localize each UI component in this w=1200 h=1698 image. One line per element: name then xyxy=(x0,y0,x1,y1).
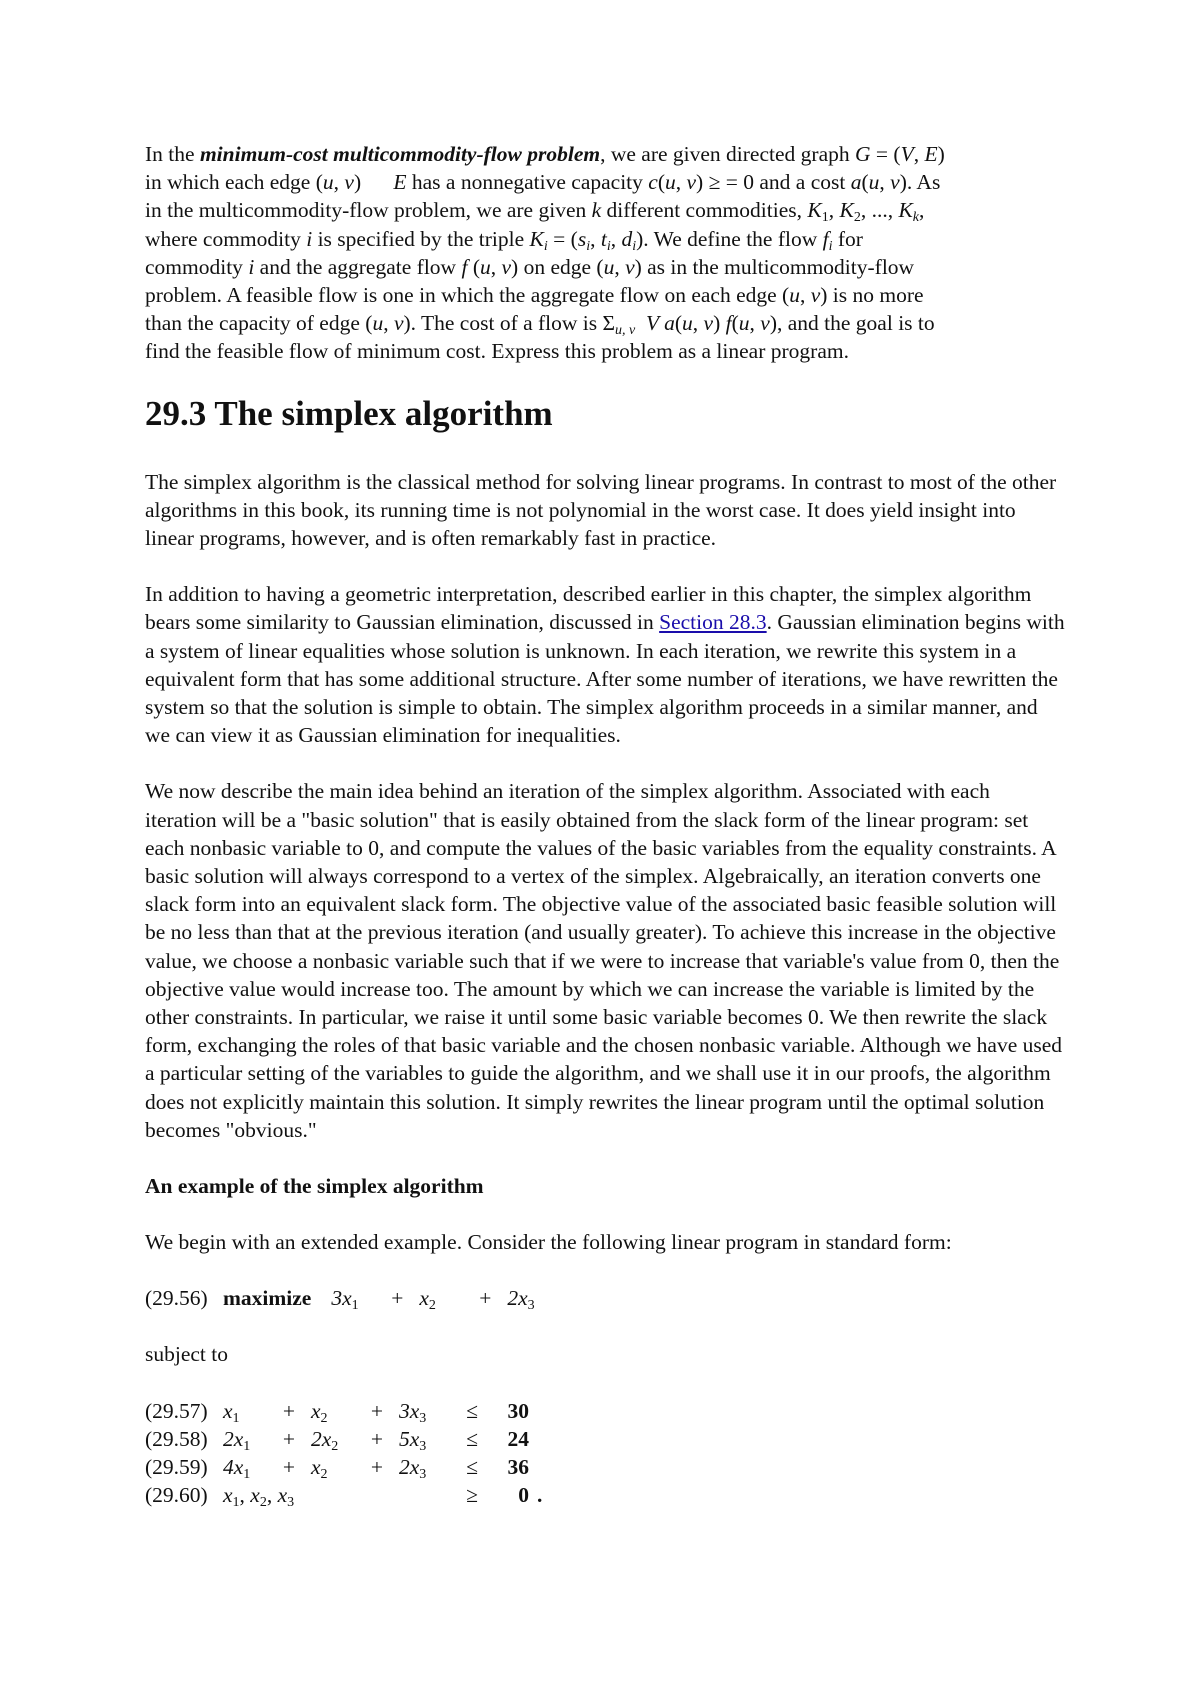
text: is specified by the triple xyxy=(312,226,530,251)
rhs-value: 36 xyxy=(507,1455,529,1480)
text: , xyxy=(590,226,601,251)
subscript: i xyxy=(543,238,548,254)
math-var: E xyxy=(393,170,407,195)
text: , xyxy=(692,311,704,336)
math-var: E xyxy=(924,142,938,166)
operator: + xyxy=(370,1455,384,1480)
rhs-value: 0 xyxy=(518,1483,529,1508)
math-var: u xyxy=(372,311,384,336)
text: , ..., xyxy=(860,198,899,223)
math-var: i xyxy=(306,226,313,251)
text: , xyxy=(333,170,345,195)
text: has a nonnegative capacity xyxy=(406,170,649,195)
text: for xyxy=(832,226,863,251)
math-var: K xyxy=(898,198,913,223)
operator: + xyxy=(282,1426,296,1451)
text: , xyxy=(610,226,622,251)
math-var: K xyxy=(807,198,822,223)
rhs-value: 30 xyxy=(507,1398,529,1423)
subscript: 2 xyxy=(853,210,861,226)
operator: + xyxy=(282,1398,296,1423)
relation: ≥ xyxy=(466,1483,478,1508)
equation-number: (29.60) xyxy=(145,1483,208,1508)
math-var: u xyxy=(322,170,334,195)
subscript: i xyxy=(606,238,611,254)
math-var: V xyxy=(635,311,665,336)
text: = ( xyxy=(547,226,578,251)
paragraph: We begin with an extended example. Consider the following linear program in standard form: xyxy=(145,1230,952,1255)
term: $2x_1$ xyxy=(223,1426,251,1454)
text: ), and the goal is to xyxy=(769,311,935,336)
equation-objective xyxy=(145,1284,1065,1312)
rhs-value: 24 xyxy=(507,1426,529,1451)
constraints-block xyxy=(145,1397,1065,1510)
text: ( xyxy=(467,254,480,279)
section-link[interactable]: Section 28.3 xyxy=(659,610,767,635)
text: , xyxy=(749,311,761,336)
constraint-row xyxy=(145,1397,1065,1425)
term: $x_2$ xyxy=(311,1398,328,1426)
math-var: a xyxy=(850,170,862,195)
math-var: f xyxy=(725,311,732,336)
section-title: 29.3 The simplex algorithm xyxy=(145,393,553,433)
constraint-row xyxy=(145,1453,1065,1481)
term: $5x_3$ xyxy=(399,1426,427,1454)
text: ) xyxy=(937,142,945,166)
paragraph: The simplex algorithm is the classical method for solving linear programs. In contrast to most of the other algorithms in this book, its running time is not polynomial in the worst case. It does yield insight into linear programs, however, and is often remarkably fast in practice. xyxy=(145,469,1057,551)
term: $x_2$ xyxy=(419,1286,436,1314)
relation: ≤ xyxy=(466,1398,478,1423)
operator: + xyxy=(391,1286,404,1311)
text: , we are given directed graph xyxy=(600,142,855,166)
paragraph: We now describe the main idea behind an iteration of the simplex algorithm. Associated with each iteration will be a "basic solution" that is easily obtained from the slack form of the linear program: set each nonbasic variable to 0, and compute the values of the basic variables from the equality constraints. A basic solution will always correspond to a vertex of the simplex. Algebraically, an iteration converts one slack form into an equivalent slack form. The objective value of the associated basic feasible solution will be no less than that at the previous iteration (and usually greater). To achieve this increase in the objective value, we choose a nonbasic variable such that if we were to increase that variable's value from 0, then the objective value would increase too. The amount by which we can increase the variable is limited by the other constraints. In particular, we raise it until some basic variable becomes 0. We then rewrite the slack form, exchanging the roles of that basic variable and the chosen nonbasic variable. Although we have used a particular setting of the variables to guide the algorithm, and we shall use it in our proofs, the algorithm does not explicitly maintain this solution. It simply rewrites the linear program until the optimal solution becomes "obvious." xyxy=(145,779,1063,1142)
math-var: f xyxy=(822,226,829,251)
operator: + xyxy=(282,1455,296,1480)
text: problem. A feasible flow is one in which the aggregate flow on each edge ( xyxy=(145,283,790,308)
subscript: k xyxy=(912,210,919,226)
math-var: G xyxy=(855,142,871,166)
constraint-row xyxy=(145,1425,1065,1453)
text: than the capacity of edge ( xyxy=(145,311,373,336)
text: commodity xyxy=(145,254,249,279)
subscript: 1 xyxy=(821,210,829,226)
math-var: d xyxy=(621,226,633,251)
text: ) xyxy=(713,311,726,336)
math-var: s xyxy=(577,226,587,251)
math-var: i xyxy=(248,254,255,279)
equation-number: (29.57) xyxy=(145,1398,208,1423)
term: $3x_3$ xyxy=(399,1398,427,1426)
subscript: i xyxy=(828,238,833,254)
text: ). As xyxy=(899,170,941,195)
document-page xyxy=(145,140,1065,1509)
relation: ≤ xyxy=(466,1455,478,1480)
math-var: K xyxy=(839,198,854,223)
text: and the aggregate flow xyxy=(254,254,462,279)
text: ) xyxy=(353,170,394,195)
paragraph xyxy=(145,580,1065,749)
text: = ( xyxy=(870,142,901,166)
math-var: V xyxy=(900,142,914,166)
text: ) is no more xyxy=(820,283,924,308)
equation-number: (29.59) xyxy=(145,1455,208,1480)
math-var: v xyxy=(760,311,770,336)
equation-number: (29.58) xyxy=(145,1426,208,1451)
text: where commodity xyxy=(145,226,307,251)
math-var: v xyxy=(703,311,714,336)
text: ). The cost of a flow is Σ xyxy=(403,311,616,336)
maximize-keyword: maximize xyxy=(223,1286,312,1311)
math-var: u xyxy=(603,254,615,279)
math-var: K xyxy=(529,226,544,251)
operator: + xyxy=(370,1426,384,1451)
math-var: c xyxy=(648,170,658,195)
subscript: i xyxy=(586,238,591,254)
text: , xyxy=(490,254,502,279)
variables-list: $x_1$, $x_2$, $x_3$ xyxy=(223,1483,295,1511)
math-var: v xyxy=(501,254,512,279)
math-var: v xyxy=(810,283,821,308)
math-var: k xyxy=(591,198,602,223)
term: $2x_3$ xyxy=(399,1455,427,1483)
math-var: a xyxy=(664,311,675,336)
term: $4x_1$ xyxy=(223,1455,251,1483)
text: ). We define the flow xyxy=(636,226,823,251)
math-var: v xyxy=(890,170,900,195)
text: in the multicommodity-flow problem, we are given xyxy=(145,198,592,223)
text: ) ≥ = 0 and a cost xyxy=(696,170,851,195)
term: $2x_2$ xyxy=(311,1426,339,1454)
operator: + xyxy=(370,1398,384,1423)
math-var: u xyxy=(665,170,676,195)
math-var: u xyxy=(868,170,880,195)
math-var: v xyxy=(344,170,354,195)
relation: ≤ xyxy=(466,1426,478,1451)
term: $x_2$ xyxy=(311,1455,328,1483)
text: , xyxy=(919,198,925,223)
text: , xyxy=(675,170,687,195)
math-var: v xyxy=(625,254,635,279)
term: $2x_3$ xyxy=(507,1286,535,1314)
subsection-title: An example of the simplex algorithm xyxy=(145,1174,484,1199)
text: ) as in the multicommodity-flow xyxy=(634,254,915,279)
period: . xyxy=(537,1483,543,1508)
text: , xyxy=(879,170,891,195)
text: In addition to having a geometric interpretation, described earlier in this chapter, the simplex algorithm bears some similarity to Gaussian elimination, discussed in xyxy=(145,582,1032,635)
text: , xyxy=(828,198,840,223)
math-var: u xyxy=(479,254,491,279)
text: In the xyxy=(145,142,200,166)
equation-number: (29.56) xyxy=(145,1286,208,1311)
text: , xyxy=(913,142,925,166)
term: $x_1$ xyxy=(223,1398,240,1426)
exercise-paragraph: In the minimum-cost multicommodity-flow problem, we are given directed graph G = (V, E) in which each edge (u, v) E has a nonnegative capacity c(u, v) ≥ = 0 and a cost a(u, v). As in the multicommodity-flow problem, we are given k different commodities, $K_1$, $K_2$, ..., $K_k$, where commodity i is specified by the triple $K_i = (s_i$, $t_i$, $d_i$). We define the flow $f_i$ for commodity i and the aggregate flow f (u, v) on edge (u, v) as in the multicommodity-flow problem. A feasible flow is one in which the aggregate flow on each edge (u, v) is no more than the capacity of edge (u, v). The cost of a flow is $\Sigma_{u, v}$ V a(u, v) f(u, v), and the goal is to find the feasible flow of minimum cost. Express this problem as a linear program. xyxy=(145,142,945,364)
subscript: u, v xyxy=(615,323,636,339)
problem-term: minimum-cost multicommodity-flow problem xyxy=(199,142,601,166)
math-var: f xyxy=(461,254,468,279)
math-var: u xyxy=(789,283,800,308)
text: , xyxy=(614,254,626,279)
operator: + xyxy=(479,1286,492,1311)
text: . Gaussian elimination begins with a system of linear equalities whose solution is unknown. In each iteration, we rewrite this system in a equivalent form that has some additional structure. After some number of iterations, we have rewritten the system so that the solution is simple to obtain. The simplex algorithm proceeds in a similar manner, and we can view it as Gaussian elimination for inequalities. xyxy=(145,610,1065,748)
text: different commodities, xyxy=(601,198,808,223)
text: , xyxy=(799,283,811,308)
text: find the feasible flow of minimum cost. Express this problem as a linear program. xyxy=(145,339,849,364)
text: ) on edge ( xyxy=(511,254,604,279)
math-var: t xyxy=(600,226,607,251)
math-var: u xyxy=(738,311,750,336)
nonnegativity-row xyxy=(145,1481,1065,1509)
subscript: i xyxy=(632,238,637,254)
math-var: v xyxy=(686,170,697,195)
text: , xyxy=(383,311,394,336)
subject-to-label: subject to xyxy=(145,1342,228,1367)
math-var: u xyxy=(682,311,693,336)
math-var: v xyxy=(393,311,404,336)
text: in which each edge ( xyxy=(145,170,323,195)
term: $3x_1$ xyxy=(331,1286,359,1314)
